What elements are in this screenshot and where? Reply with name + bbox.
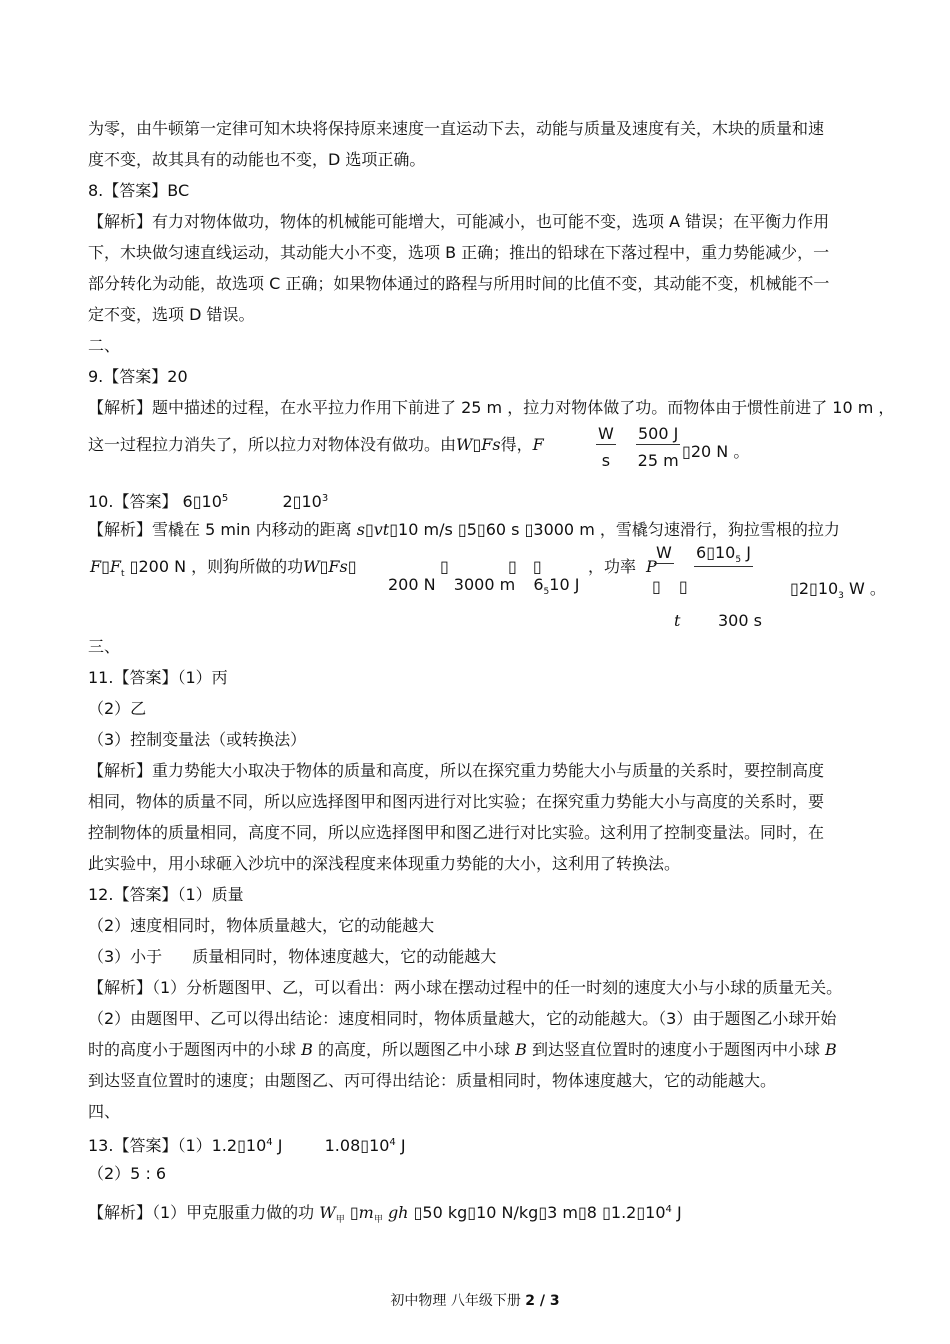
box-glyph: ▯: [538, 1203, 548, 1222]
box-glyph: ▯: [347, 557, 357, 576]
text-segment: 10.【答案】 6: [88, 492, 193, 511]
text-segment: 50 kg: [422, 1203, 468, 1222]
text-line: （2）由题图甲、乙可以得出结论：速度相同时，物体质量越大，它的动能越大。（3）由于题图乙小球开始: [88, 1009, 837, 1028]
text-segment: ，功率: [588, 557, 637, 576]
text-segment: 质量相同时，物体速度越大，它的动能越大: [192, 947, 497, 966]
fraction-numerator: W: [656, 543, 672, 562]
text-segment: 2: [282, 492, 293, 511]
text-segment: 10: [645, 1203, 666, 1222]
text-line: [88, 1039, 837, 1061]
formula-var: Fs: [328, 557, 348, 576]
box-glyph: ▯: [706, 543, 715, 562]
answer-11: 11.【答案】（1）丙: [88, 668, 228, 687]
fraction-numerator: 500 J: [638, 424, 679, 443]
text-line: 部分转化为动能，故选项 C 正确；如果物体通过的路程与所用时间的比值不变，其动能不变，机械能不一: [88, 274, 830, 293]
box-glyph: ▯: [101, 557, 110, 576]
fraction-denominator: 25 m: [637, 451, 679, 470]
formula-var: B: [825, 1040, 837, 1059]
text-line: （2）乙: [88, 699, 147, 718]
exponent: 5: [543, 587, 550, 597]
text-segment: J: [574, 575, 580, 594]
text-line: 到达竖直位置时的速度；由题图乙、丙可得出结论：质量相同时，物体速度越大，它的动能越大。: [88, 1071, 777, 1090]
formula-var: F: [90, 557, 102, 576]
box-glyph: ▯: [790, 579, 799, 598]
formula-line-9: [88, 434, 544, 456]
fraction-denominator: s: [601, 451, 611, 470]
box-glyph: ▯: [524, 520, 534, 539]
box-glyph: ▯: [682, 442, 691, 461]
section-heading: 二、: [88, 336, 121, 355]
text-segment: 13.【答案】（1）1.2: [88, 1136, 238, 1155]
text-segment: （3）小于: [88, 947, 163, 966]
box-glyph: ▯: [360, 1136, 370, 1155]
text-segment: 8: [586, 1203, 597, 1222]
text-segment: 得，: [500, 435, 533, 454]
text-segment: 【解析】（1）甲克服重力做的功: [88, 1203, 315, 1222]
fraction-500j-over-25m: [636, 424, 680, 470]
formula-var: B: [301, 1040, 313, 1059]
fraction-numerator: [694, 543, 753, 567]
work-computation: [388, 574, 579, 603]
formula-var: F: [109, 557, 122, 576]
text-line: 控制物体的质量相同，高度不同，所以应选择图甲和图乙进行对比实验。这利用了控制变量法。同时，在: [88, 823, 825, 842]
subscript: t: [121, 569, 125, 579]
box-glyph: ▯: [192, 492, 202, 511]
text-line: 【解析】题中描述的过程，在水平拉力作用下前进了 25 m ，拉力对物体做了功。而物体由于惯性前进了 10 m ，: [88, 398, 895, 417]
text-segment: 1.08: [324, 1136, 361, 1155]
denominator-300s: 300 s: [718, 611, 762, 630]
power-result: [790, 578, 886, 607]
text-line: 为零，由牛顿第一定律可知木块将保持原来速度一直运动下去，动能与质量及速度有关，木块的质量和速: [88, 119, 825, 138]
formula-var: m: [358, 1203, 374, 1222]
text-segment: J: [676, 1203, 682, 1222]
formula-var: P: [646, 557, 657, 576]
text-line: [88, 946, 496, 968]
exponent: 5: [735, 555, 742, 565]
box-glyph: ▯: [349, 1203, 359, 1222]
text-line: 度不变，故其具有的动能也不变，D 选项正确。: [88, 150, 426, 169]
text-segment: J: [400, 1136, 406, 1155]
text-segment: 60 s: [485, 520, 520, 539]
text-line: 【解析】（1）分析题图甲、乙，可以看出：两小球在摆动过程中的任一时刻的速度大小与小球的质量无关。: [88, 978, 843, 997]
text-segment: 到达竖直位置时的速度小于题图丙中小球: [531, 1040, 820, 1059]
formula-var: s: [356, 520, 365, 539]
text-segment: 200 N: [388, 575, 436, 594]
text-segment: 10: [369, 1136, 390, 1155]
text-segment: 【解析】雪橇在 5 min 内移动的距离: [88, 520, 352, 539]
text-line: 【解析】重力势能大小取决于物体的质量和高度，所以在探究重力势能大小与质量的关系时，要控制高度: [88, 761, 825, 780]
box-glyph: ▯: [602, 1203, 611, 1222]
formula-var: W: [319, 1203, 336, 1222]
text-segment: 3000 m ，雪橇匀速滑行，狗拉雪根的拉力: [533, 520, 840, 539]
answer-13: [88, 1132, 406, 1157]
formula-var: gh: [387, 1203, 409, 1222]
exponent: 4: [389, 1137, 396, 1148]
text-segment: 这一过程拉力消失了，所以拉力对物体没有做功。由: [88, 435, 457, 454]
box-glyph: ▯: [532, 557, 542, 576]
text-segment: 10: [817, 579, 839, 598]
footer-title: 初中物理 八年级下册: [390, 1293, 521, 1309]
box-glyph: ▯: [457, 520, 467, 539]
text-segment: 10: [245, 1136, 267, 1155]
text-line: 相同，物体的质量不同，所以应选择图甲和图丙进行对比实验；在探究重力势能大小与高度的关系时，要: [88, 792, 825, 811]
box-glyph: ▯: [636, 1203, 646, 1222]
box-glyph: ▯: [129, 557, 139, 576]
formula-var: B: [515, 1040, 527, 1059]
box-glyph: ▯: [440, 557, 449, 576]
exponent: 3: [321, 493, 329, 504]
box-glyph: ▯: [652, 577, 661, 596]
answer-8: 8.【答案】BC: [88, 181, 190, 200]
subscript: 甲: [373, 1215, 383, 1225]
box-glyph: ▯: [389, 520, 399, 539]
formula-line-10a: [90, 556, 357, 585]
text-segment: 200 N ，则狗所做的功: [138, 557, 304, 576]
box-glyph: ▯: [476, 520, 486, 539]
box-glyph: ▯: [364, 520, 374, 539]
formula-var: t: [674, 611, 681, 630]
text-segment: 20 N 。: [690, 442, 750, 461]
formula-var: W: [303, 557, 320, 576]
box-glyph: ▯: [472, 435, 482, 454]
section-heading: 四、: [88, 1102, 121, 1121]
text-segment: 10 m/s: [398, 520, 453, 539]
answer-12: 12.【答案】（1）质量: [88, 885, 244, 904]
text-segment: 3000 m: [453, 575, 516, 594]
text-segment: 6: [696, 543, 707, 562]
text-segment: J: [277, 1136, 283, 1155]
text-line: [88, 519, 840, 541]
text-segment: 3 m: [547, 1203, 578, 1222]
text-line: 【解析】有力对物体做功，物体的机械能可能增大，可能减小，也可能不变，选项 A 错误；在平衡力作用: [88, 212, 830, 231]
text-segment: 10: [549, 575, 570, 594]
page-number: 2 / 3: [525, 1293, 560, 1309]
text-segment: 10: [301, 492, 322, 511]
fraction-w-over-t: [654, 543, 674, 564]
exponent: 4: [266, 1137, 273, 1148]
fraction-w-over-s: [596, 424, 616, 470]
box-glyph: ▯: [508, 557, 517, 576]
text-segment: 10 N/kg: [476, 1203, 539, 1222]
box-glyph: ▯: [577, 1203, 587, 1222]
text-line: 下，木块做匀速直线运动，其动能大小不变，选项 B 正确；推出的铅球在下落过程中，重力势能减少，一: [88, 243, 830, 262]
power-label: [588, 556, 657, 578]
formula-result: [682, 441, 749, 463]
answer-9: 9.【答案】20: [88, 367, 188, 386]
formula-var: vt: [373, 520, 390, 539]
formula-var: Fs: [481, 435, 501, 454]
answer-10: [88, 488, 328, 513]
text-line: 此实验中，用小球砸入沙坑中的深浅程度来体现重力势能的大小，这利用了转换法。: [88, 854, 681, 873]
text-segment: 10: [715, 543, 736, 562]
text-segment: J: [746, 543, 751, 562]
box-glyph-row: [652, 576, 688, 598]
formula-line-13: [88, 1199, 682, 1231]
exponent: 3: [838, 591, 844, 601]
text-line: （2）速度相同时，物体质量越大，它的动能越大: [88, 916, 435, 935]
exponent: 5: [221, 493, 229, 504]
text-segment: W 。: [849, 579, 886, 598]
fraction-numerator: W: [598, 424, 614, 443]
page-footer: [0, 1290, 950, 1310]
text-segment: 6: [533, 575, 544, 594]
text-line: 定不变，选项 D 错误。: [88, 305, 255, 324]
text-segment: 1.2: [610, 1203, 637, 1222]
fraction-power: [694, 543, 753, 567]
text-segment: 的高度，所以题图乙中小球: [317, 1040, 510, 1059]
text-segment: 时的高度小于题图丙中的小球: [88, 1040, 297, 1059]
box-glyph: ▯: [319, 557, 329, 576]
text-line: （2）5 : 6: [88, 1164, 167, 1183]
text-line: （3）控制变量法（或转换法）: [88, 730, 307, 749]
text-segment: 2: [798, 579, 809, 598]
box-glyph: ▯: [809, 579, 818, 598]
text-segment: 5: [466, 520, 477, 539]
box-glyph: ▯: [237, 1136, 246, 1155]
formula-var: F: [532, 435, 544, 454]
text-segment: 10: [201, 492, 222, 511]
box-glyph: ▯: [467, 1203, 477, 1222]
section-heading: 三、: [88, 637, 121, 656]
exponent: 4: [665, 1204, 672, 1215]
denominator-t: [674, 610, 680, 632]
box-glyph: ▯: [292, 492, 302, 511]
box-glyph: ▯: [678, 577, 688, 596]
box-glyph: ▯: [413, 1203, 423, 1222]
subscript: 甲: [335, 1215, 345, 1225]
formula-var: W: [456, 435, 473, 454]
